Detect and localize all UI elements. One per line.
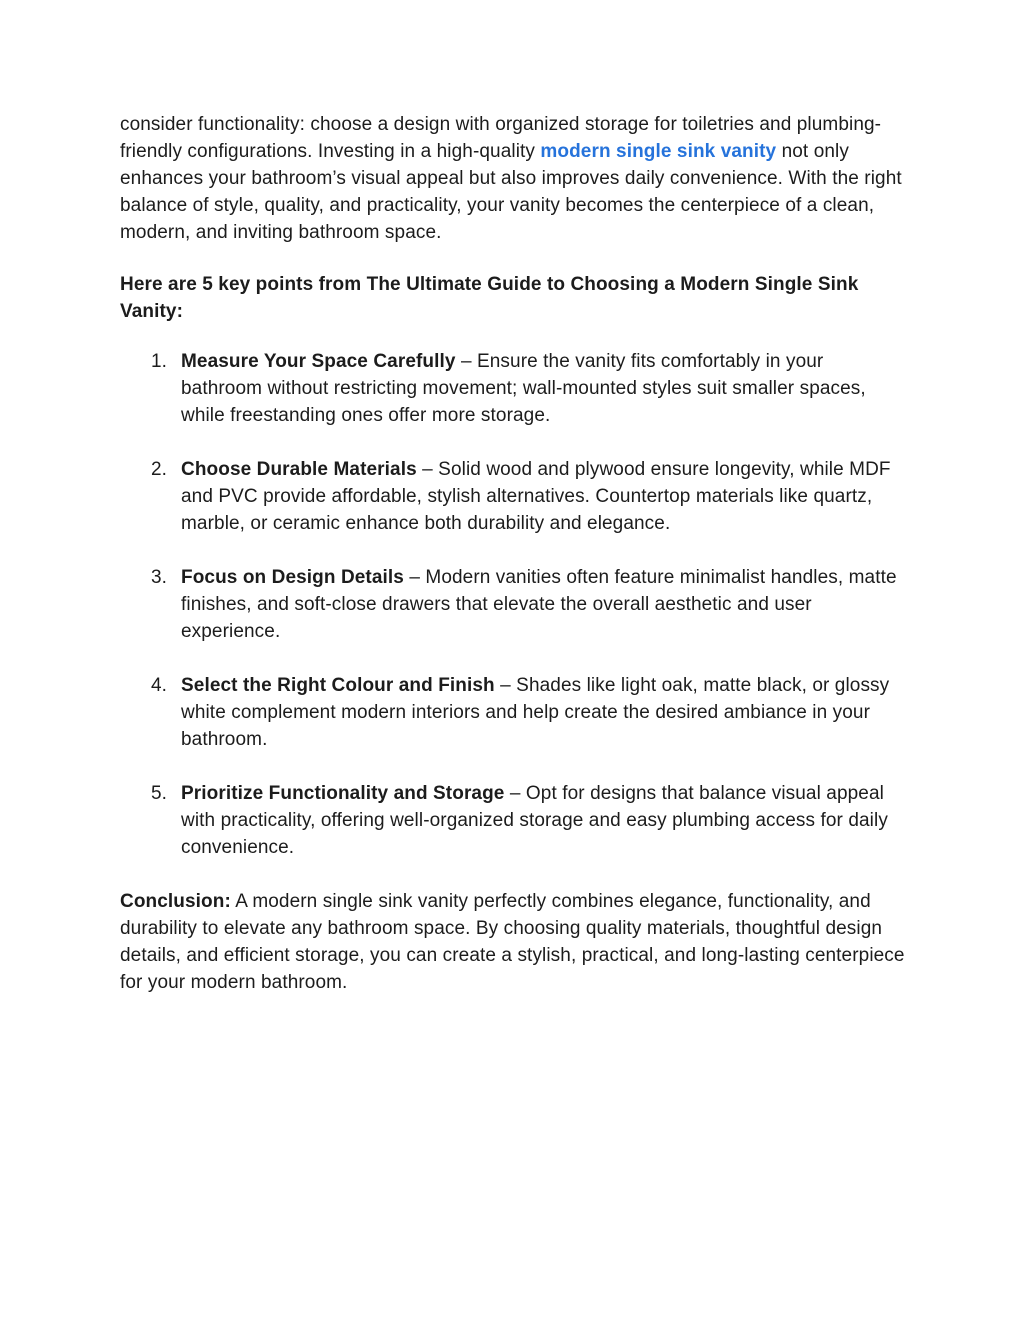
conclusion-text: A modern single sink vanity perfectly combines elegance, functionality, and durability to elevate any bathroom space. By choosing quality materials, thoughtful design details, and efficient storage, you can create a stylish, practical, and long-lasting centerpiece for your modern bathroom.: [120, 891, 905, 993]
list-item-number: 3.: [151, 567, 168, 588]
list-item: [120, 348, 908, 429]
list-item-title: Measure Your Space Carefully: [181, 351, 456, 372]
list-item: [120, 564, 908, 645]
list-item-body: – Modern vanities often feature minimalist handles, matte finishes, and soft-close drawers that elevate the overall aesthetic and user experience.: [181, 567, 897, 642]
list-item: [120, 456, 908, 537]
section-heading: Here are 5 key points from The Ultimate Guide to Choosing a Modern Single Sink Vanity:: [120, 274, 859, 322]
list-item-number: 2.: [151, 459, 168, 480]
intro-paragraph: [120, 111, 908, 246]
list-item-body: – Opt for designs that balance visual appeal with practicality, offering well-organized storage and easy plumbing access for daily convenience.: [181, 783, 888, 858]
key-points-list: [120, 348, 908, 861]
list-item-body: – Shades like light oak, matte black, or glossy white complement modern interiors and help create the desired ambiance in your bathroom.: [181, 675, 890, 750]
list-item: [120, 672, 908, 753]
list-item-body: – Solid wood and plywood ensure longevity, while MDF and PVC provide affordable, stylish alternatives. Countertop materials like quartz, marble, or ceramic enhance both durability and elegance.: [181, 459, 891, 534]
list-item-number: 1.: [151, 351, 168, 372]
conclusion-label: Conclusion:: [120, 891, 231, 912]
modern-single-sink-vanity-link[interactable]: modern single sink vanity: [540, 141, 777, 162]
list-item-title: Prioritize Functionality and Storage: [181, 783, 505, 804]
list-item-title: Choose Durable Materials: [181, 459, 417, 480]
list-item-body: – Ensure the vanity fits comfortably in your bathroom without restricting movement; wall-mounted styles suit smaller spaces, while freestanding ones offer more storage.: [181, 351, 866, 426]
list-item-number: 4.: [151, 675, 168, 696]
list-item-text: [181, 780, 908, 861]
conclusion-paragraph: [120, 888, 908, 996]
intro-text-after-link: not only enhances your bathroom’s visual appeal but also improves daily convenience. With the right balance of style, quality, and practicality, your vanity becomes the centerpiece of a clean, modern, and inviting bathroom space.: [120, 141, 902, 243]
list-item-text: [181, 564, 908, 645]
list-item: [120, 780, 908, 861]
list-item-title: Focus on Design Details: [181, 567, 404, 588]
intro-text-before-link: consider functionality: choose a design with organized storage for toiletries and plumbing-friendly configurations. Investing in a high-quality: [120, 114, 882, 162]
list-item-text: [181, 348, 908, 429]
list-item-number: 5.: [151, 783, 168, 804]
list-item-text: [181, 672, 908, 753]
list-item-title: Select the Right Colour and Finish: [181, 675, 495, 696]
list-item-text: [181, 456, 908, 537]
